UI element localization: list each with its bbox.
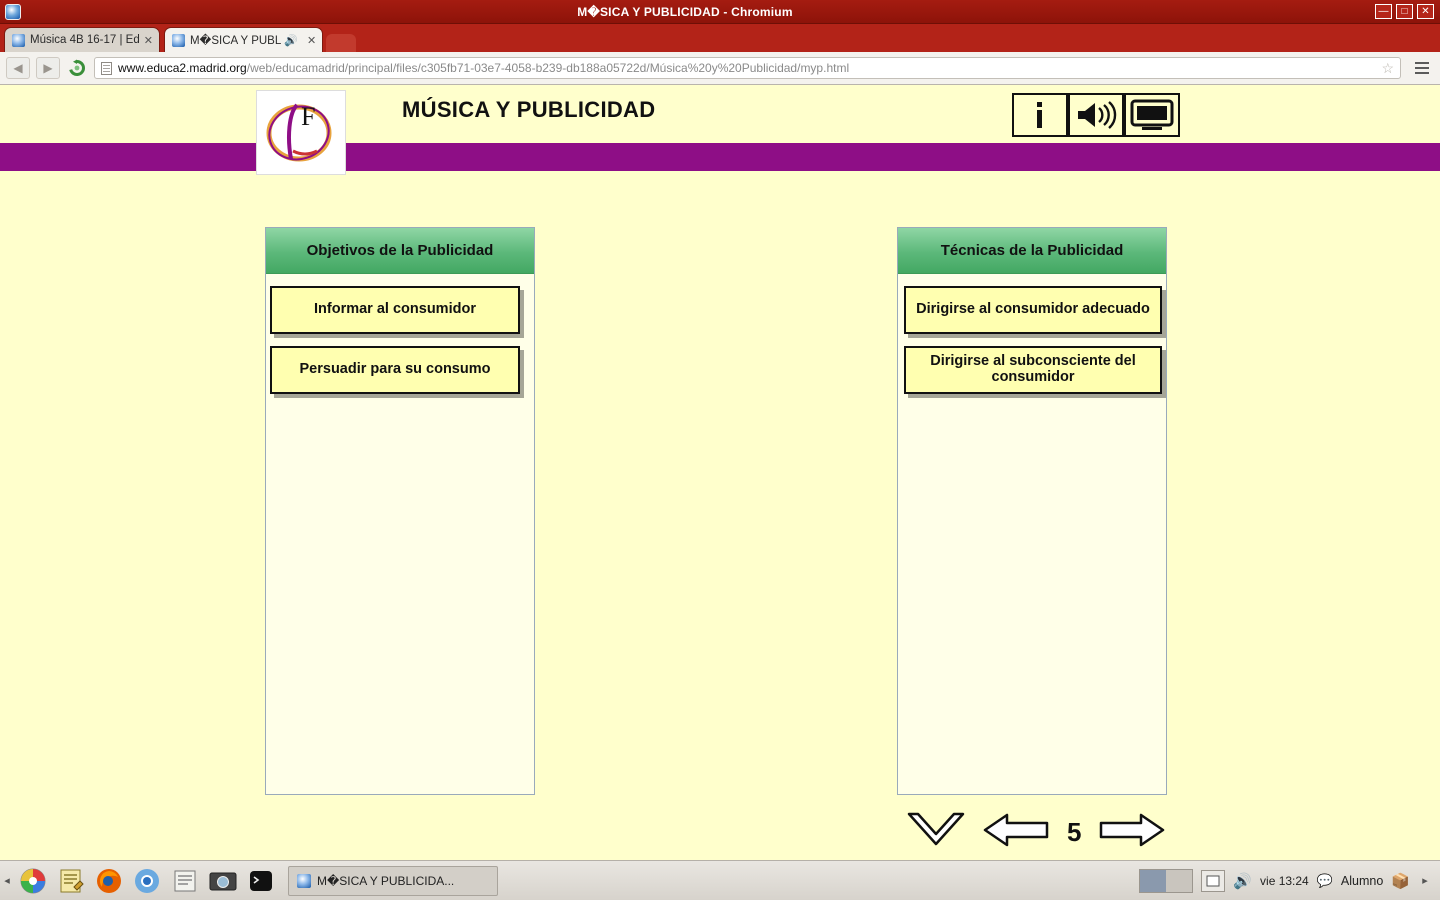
taskbar-window-favicon [297, 874, 311, 888]
tab-favicon [12, 34, 25, 47]
url-path: /web/educamadrid/principal/files/c305fb71-03e7-4058-b239-db188a05722d/Música%20y%20Publicidad/myp.html [246, 61, 850, 75]
sound-icon[interactable] [1068, 93, 1124, 137]
clock: vie 13:24 [1260, 873, 1309, 888]
taskbar-right-arrow[interactable]: ▸ [1422, 875, 1428, 887]
reload-icon[interactable] [66, 57, 88, 79]
terminal-icon[interactable] [244, 864, 278, 898]
column-objetivos [265, 227, 535, 795]
list-item[interactable]: Informar al consumidor [270, 286, 520, 334]
page-header [0, 85, 1440, 143]
photo-icon[interactable] [206, 864, 240, 898]
chat-icon[interactable]: 💬 [1316, 872, 1333, 888]
package-icon[interactable]: 📦 [1391, 872, 1410, 890]
column-heading: Técnicas de la Publicidad [898, 228, 1166, 274]
page-number: 5 [1067, 817, 1082, 847]
page-info-icon[interactable] [101, 62, 112, 75]
tab-label: Música 4B 16-17 | Ed [30, 34, 140, 46]
page-navigation [905, 810, 1167, 855]
tab-strip [0, 24, 1440, 52]
workspace-1[interactable] [1140, 870, 1166, 892]
window-list-icon[interactable] [1201, 870, 1225, 892]
address-bar[interactable] [94, 57, 1401, 79]
chromium-icon[interactable] [130, 864, 164, 898]
colors-icon[interactable] [16, 864, 50, 898]
workspace-switcher[interactable] [1139, 869, 1193, 893]
close-button[interactable]: ✕ [1417, 4, 1434, 19]
maximize-button[interactable]: □ [1396, 4, 1413, 19]
tab-audio-icon[interactable]: 🔊 [284, 34, 298, 47]
page-title: MÚSICA Y PUBLICIDAD [402, 97, 656, 122]
list-item[interactable]: Dirigirse al consumidor adecuado [904, 286, 1162, 334]
browser-toolbar [0, 52, 1440, 85]
taskbar-left-arrow[interactable]: ◂ [4, 875, 10, 887]
window-title: M�SICA Y PUBLICIDAD - Chromium [577, 4, 793, 19]
back-button[interactable]: ◀ [6, 57, 30, 79]
taskbar-window-button[interactable] [288, 866, 498, 896]
next-arrow-icon[interactable] [1097, 810, 1167, 855]
notes-icon[interactable] [54, 864, 88, 898]
down-arrow-icon[interactable] [905, 810, 967, 855]
info-icon[interactable] [1012, 93, 1068, 137]
new-tab-button[interactable] [326, 34, 356, 52]
volume-icon[interactable]: 🔊 [1233, 872, 1253, 890]
prev-arrow-icon[interactable] [981, 810, 1051, 855]
list-item[interactable]: Dirigirse al subconsciente del consumidor [904, 346, 1162, 394]
tab-favicon [172, 34, 185, 47]
header-purple-bar [0, 143, 1440, 171]
svg-text:F: F [301, 102, 316, 131]
list-item[interactable]: Persuadir para su consumo [270, 346, 520, 394]
bookmark-star-icon[interactable]: ☆ [1381, 59, 1394, 76]
firefox-icon[interactable] [92, 864, 126, 898]
site-logo [256, 90, 346, 175]
tab-close-icon[interactable]: ✕ [143, 34, 153, 47]
browser-menu-icon[interactable] [1409, 56, 1435, 80]
page-content [0, 85, 1440, 860]
screen-icon[interactable] [1124, 93, 1180, 137]
forward-button[interactable]: ▶ [36, 57, 60, 79]
workspace-2[interactable] [1166, 870, 1192, 892]
minimize-button[interactable]: — [1375, 4, 1392, 19]
tab-musica-4b[interactable] [4, 27, 160, 52]
tab-musica-y-publicidad[interactable] [164, 27, 323, 52]
window-titlebar [0, 0, 1440, 24]
editor-icon[interactable] [168, 864, 202, 898]
column-tecnicas [897, 227, 1167, 795]
header-icon-group [1012, 93, 1180, 137]
tab-label: M�SICA Y PUBL [189, 35, 282, 47]
user-label[interactable]: Alumno [1340, 873, 1384, 888]
column-heading: Objetivos de la Publicidad [266, 228, 534, 274]
system-tray [1139, 869, 1440, 893]
url-domain: www.educa2.madrid.org [118, 61, 247, 75]
tab-close-icon[interactable]: ✕ [306, 34, 317, 47]
taskbar [0, 860, 1440, 900]
window-controls [1375, 4, 1434, 19]
taskbar-window-label: M�SICA Y PUBLICIDA... [317, 873, 455, 888]
